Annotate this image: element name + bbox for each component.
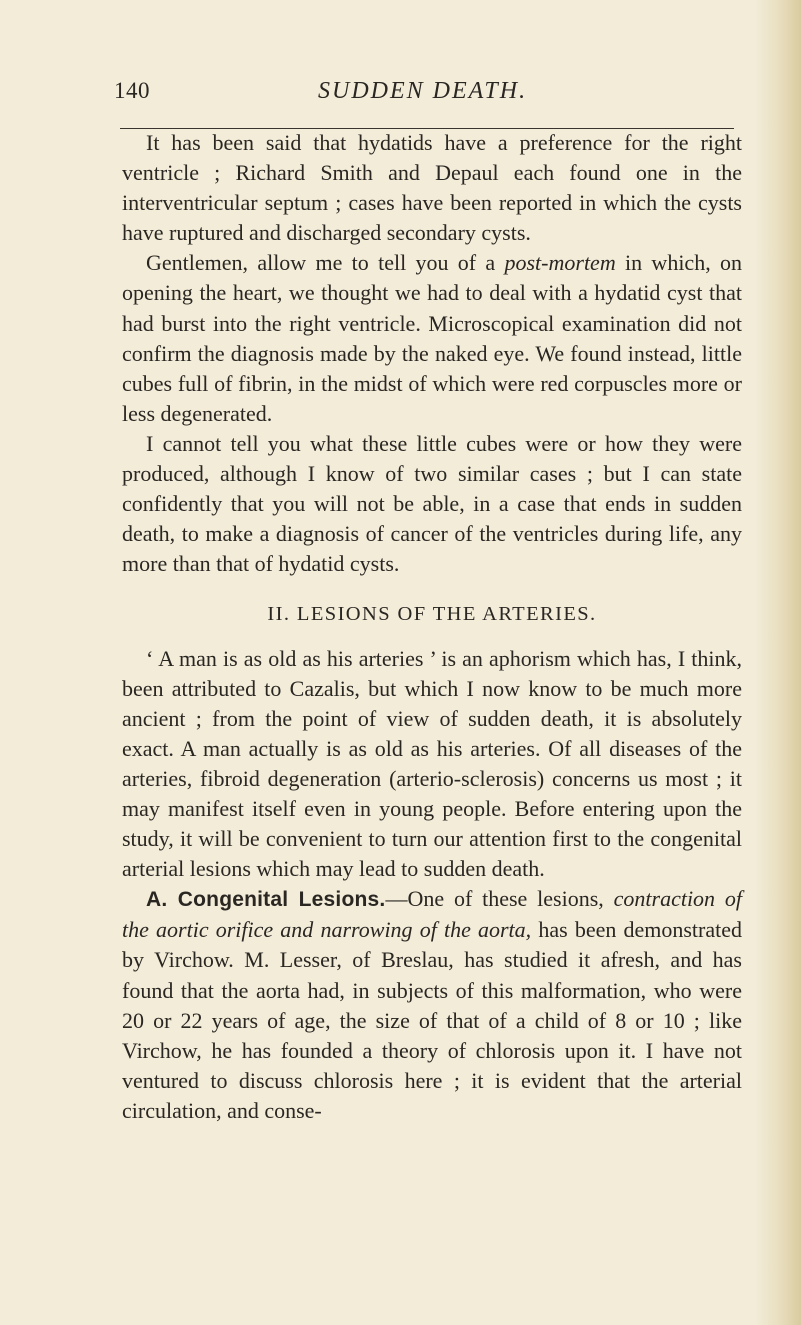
paragraph-little-cubes: I cannot tell you what these little cubes were or how they were produced, although I know of two similar cases ; but I can state confidently that you will not be able, in a case that ends in sudden death, to make a diagnosis of cancer of the ventricles during life, any more than that of hydatid cysts. xyxy=(122,430,742,577)
paragraph-post-mortem xyxy=(122,248,742,429)
p5-italic-contraction: contraction of the aortic orifice xyxy=(122,886,743,943)
p2-text-start: Gentlemen, allow me to tell you of a xyxy=(146,250,505,276)
subsection-heading: A. Congenital Lesions. xyxy=(146,888,386,912)
page-edge-shading xyxy=(755,0,801,1325)
page-number: 140 xyxy=(114,78,150,103)
p2-italic-post-mortem: post-mortem xyxy=(504,250,616,276)
p5-text-end: has been demonstrated by Virchow. M. Lesser, of Breslau, has studied it afresh, and has found that the aorta had, in subjects of this malformation, who were 20 or 22 years of age, the size of that of a child of 8 or 10 ; like Virchow, he has founded a theory of chlorosis upon it. I have not ventured to discuss chlorosis here ; it is evident that the arterial circulation, and conse- xyxy=(122,917,743,1123)
p5-italic-and: and xyxy=(273,917,321,943)
running-title: SUDDEN DEATH. xyxy=(318,78,528,104)
p5-italic-narrowing: narrowing of the aorta, xyxy=(320,917,532,943)
section-heading: II. LESIONS OF THE ARTERIES. xyxy=(267,603,597,626)
running-header xyxy=(0,78,801,118)
paragraph-hydatid-preference: It has been said that hydatids have a preference for the right ventricle ; Richard Smith and Depaul each found one in the interventricular septum ; cases have been reported in which the cysts have ruptured and discharged secondary cysts. xyxy=(122,130,742,246)
paragraph-aphorism: ‘ A man is as old as his arteries ’ is an aphorism which has, I think, been attributed to Cazalis, but which I now know to be much more ancient ; from the point of view of sudden death, it is absolutely exact. A man actually is as old as his arteries. Of all diseases of the arteries, fibroid degeneration (arterio-sclerosis) concerns us most ; it may manifest itself even in young people. Before entering upon the study, it will be convenient to turn our attention first to the congenital arterial lesions which may lead to sudden death. xyxy=(122,645,742,882)
p2-text-end: in which, on opening the heart, we thought we had to deal with a hydatid cyst that had burst into the right ventricle. Microscopical examination did not confirm the diagnosis made by the naked eye. We found instead, little cubes full of fibrin, in the midst of which were red corpuscles more or less degenerated. xyxy=(122,250,742,426)
p5-text-dash: —One of these lesions, xyxy=(385,886,614,912)
body-text xyxy=(122,128,742,1126)
paragraph-congenital-lesions xyxy=(122,884,742,1126)
